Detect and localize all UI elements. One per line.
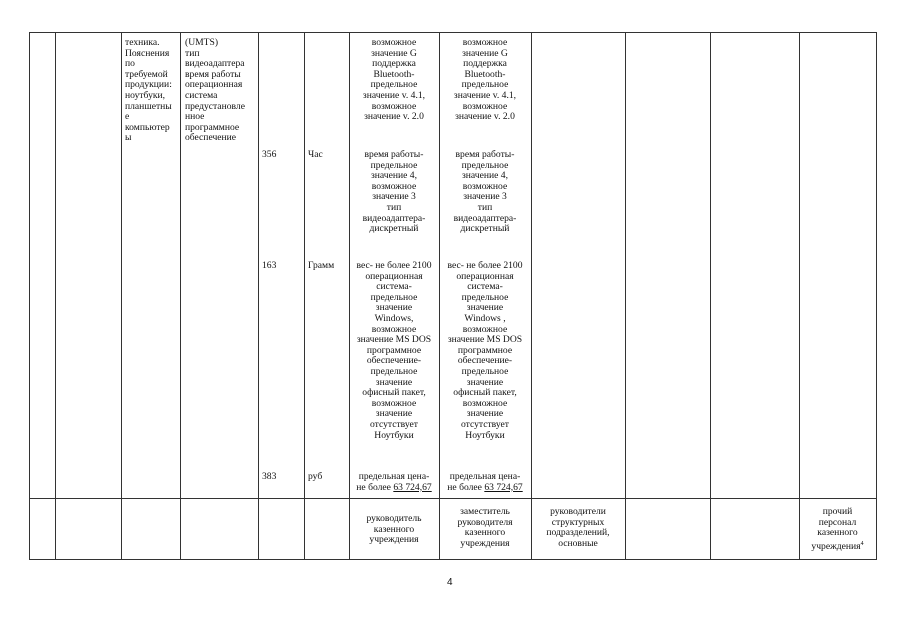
col-line bbox=[304, 32, 305, 560]
row-line bbox=[29, 559, 877, 560]
footer-deputy-cell: заместитель руководителя казенного учреждения bbox=[457, 506, 513, 549]
value-cell-b: возможное значение G поддержка Bluetooth- предельное значение v. 4.1, возможное значение v. 2.0 bbox=[453, 37, 517, 123]
col-line bbox=[121, 32, 122, 560]
col-line bbox=[876, 32, 877, 560]
unit-code-cell: 163 bbox=[262, 260, 277, 271]
footer-other-text: прочий персонал казенного учреждения bbox=[811, 506, 861, 552]
col-line bbox=[55, 32, 56, 560]
col-line bbox=[799, 32, 800, 560]
footer-structural-cell: руководители структурных подразделений, основные bbox=[546, 506, 610, 549]
product-category-cell: техника. Пояснения по требуемой продукции: ноутбуки, планшетны е компьютер ы bbox=[125, 37, 172, 144]
unit-name-cell: руб bbox=[308, 471, 323, 482]
footnote-mark: 4 bbox=[860, 540, 864, 547]
value-cell-a: возможное значение G поддержка Bluetooth- предельное значение v. 4.1, возможное значение v. 2.0 bbox=[362, 37, 426, 123]
col-line bbox=[710, 32, 711, 560]
unit-name-cell: Час bbox=[308, 149, 323, 160]
value-cell-a: вес- не более 2100 операционная система- предельное значение Windows, возможное значение MS DOS программное обеспечение- предельное значение офисный пакет, возможное значение отсутствует Ноутбуки bbox=[356, 260, 432, 441]
price-value: 63 724,67 bbox=[393, 481, 432, 493]
unit-code-cell: 383 bbox=[262, 471, 277, 482]
spec-table bbox=[29, 32, 877, 560]
value-cell-b: время работы- предельное значение 4, возможное значение 3 тип видеоадаптера- дискретный bbox=[453, 149, 517, 235]
footer-other-cell bbox=[799, 507, 876, 553]
price-value: 63 724,67 bbox=[484, 481, 523, 493]
price-cell-a bbox=[349, 472, 439, 493]
row-line bbox=[29, 498, 877, 499]
value-cell-b: вес- не более 2100 операционная система- предельное значение Windows , возможное значение MS DOS программное обеспечение- предельное значение офисный пакет, возможное значение отсутствует Ноутбуки bbox=[447, 260, 523, 441]
unit-code-cell: 356 bbox=[262, 149, 277, 160]
footer-head-cell: руководитель казенного учреждения bbox=[366, 513, 422, 546]
col-line bbox=[625, 32, 626, 560]
price-cell-b bbox=[439, 472, 531, 493]
page-number: 4 bbox=[447, 577, 453, 588]
value-cell-a: время работы- предельное значение 4, возможное значение 3 тип видеоадаптера- дискретный bbox=[362, 149, 426, 235]
row-line bbox=[29, 32, 877, 33]
characteristics-cell: (UMTS) тип видеоадаптера время работы операционная система предустановле нное программное обеспечение bbox=[185, 37, 245, 144]
col-line bbox=[531, 32, 532, 560]
unit-name-cell: Грамм bbox=[308, 260, 335, 271]
col-line bbox=[29, 32, 30, 560]
price-label: предельная цена- не более bbox=[447, 471, 521, 493]
price-label: предельная цена- не более bbox=[356, 471, 430, 493]
